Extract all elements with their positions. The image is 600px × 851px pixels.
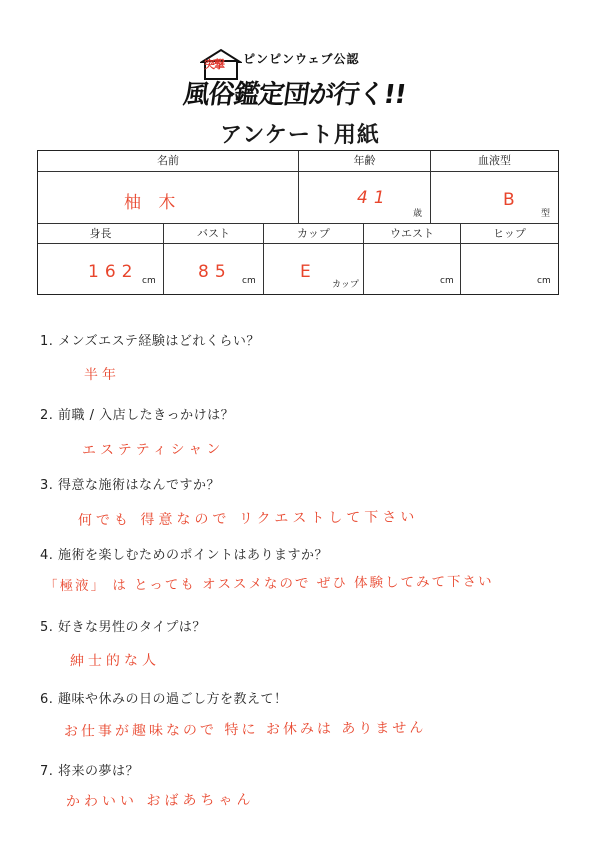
question-4: 4. 施術を楽しむためのポイントはありますか？ xyxy=(40,548,329,563)
question-1: 1. メンズエステ経験はどれくらい？ xyxy=(40,334,260,349)
blood-cell xyxy=(431,172,558,224)
header-hip: ヒップ xyxy=(461,224,558,244)
waist-unit: cm xyxy=(440,276,454,286)
bust-cell xyxy=(164,244,264,294)
subbrand-text: ピンピンウェブ公認 xyxy=(243,52,360,66)
profile-table xyxy=(37,150,559,295)
answer-6: お仕事が趣味なので 特に お休みは ありません xyxy=(63,720,427,740)
page-title: アンケート用紙 xyxy=(220,123,380,148)
brand-logo xyxy=(180,72,420,112)
answer-4: 「極液」 は とっても オススメなので ぜひ 体験してみて下さい xyxy=(43,573,494,595)
hip-unit: cm xyxy=(537,276,551,286)
bust-value: 85 xyxy=(198,262,232,282)
question-2: 2. 前職 / 入店したきっかけは？ xyxy=(40,408,235,423)
cup-cell xyxy=(264,244,364,294)
brand-text: 風俗鑑定団が行く!! xyxy=(181,80,408,110)
blood-value: B xyxy=(503,190,521,210)
cup-value: E xyxy=(300,262,317,282)
header-name: 名前 xyxy=(38,151,299,172)
header-cup: カップ xyxy=(264,224,364,244)
question-7: 7. 将来の夢は？ xyxy=(40,764,140,779)
age-unit: 歳 xyxy=(413,209,423,219)
height-cell xyxy=(38,244,164,294)
header-height: 身長 xyxy=(38,224,164,244)
question-3: 3. 得意な施術はなんですか？ xyxy=(40,478,221,493)
house-badge-text: 突撃 xyxy=(204,58,224,71)
height-unit: cm xyxy=(142,276,156,286)
answer-7: かわいい おばあちゃん xyxy=(65,792,255,810)
age-cell xyxy=(299,172,431,224)
blood-unit: 型 xyxy=(541,209,551,219)
name-value: 柚 木 xyxy=(124,193,182,213)
header-logo xyxy=(0,40,600,150)
bust-unit: cm xyxy=(242,276,256,286)
header-waist: ウエスト xyxy=(364,224,461,244)
waist-cell xyxy=(364,244,461,294)
question-6: 6. 趣味や休みの日の過ごし方を教えて！ xyxy=(40,692,288,707)
name-cell xyxy=(38,172,299,224)
height-value: 162 xyxy=(88,262,139,282)
hip-cell xyxy=(461,244,558,294)
answer-1: 半年 xyxy=(83,366,121,384)
question-5: 5. 好きな男性のタイプは？ xyxy=(40,620,206,635)
header-bust: バスト xyxy=(164,224,264,244)
answer-3: 何でも 得意なので リクエストして下さい xyxy=(77,509,419,529)
answer-5: 紳士的な人 xyxy=(69,652,161,670)
header-blood: 血液型 xyxy=(431,151,558,172)
answer-2: エステティシャン xyxy=(81,441,225,459)
cup-unit: カップ xyxy=(332,280,359,290)
age-value: 41 xyxy=(357,188,391,208)
header-age: 年齢 xyxy=(299,151,431,172)
